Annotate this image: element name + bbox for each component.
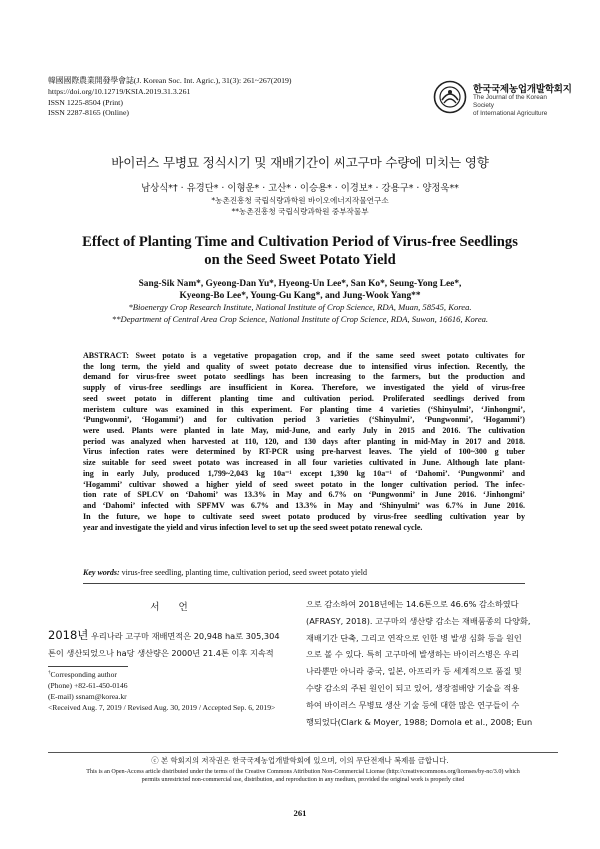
logo-korean-name: 한국국제농업개발학회지 (473, 84, 572, 95)
english-authors (0, 278, 600, 303)
page-number: 261 (293, 808, 307, 818)
abstract (83, 351, 525, 533)
journal-header (48, 76, 292, 119)
logo-english-line-2: of International Agriculture (473, 110, 548, 117)
corresponding-phone: (Phone) +82-61-450-0146 (48, 681, 128, 690)
abstract-line: In the future, we hope to cultivate seed sweet potato produced by virus-free seedling cultivation year by (83, 511, 525, 521)
english-authors-line-1: Sang-Sik Nam*, Gyeong-Dan Yu*, Hyeong-Un Lee*, San Ko*, Seung-Yong Lee*, (138, 279, 462, 289)
abstract-line: period was analyzed when harvested at 110, 120, and 130 days after planting in mid-May in 2017 and 2018. (83, 436, 525, 446)
abstract-divider (83, 583, 525, 584)
intro-right-line: 재배기간 단축, 그리고 연작으로 인한 병 발생 심화 등을 원인 (306, 632, 522, 643)
abstract-line: ‘Pungwonmi’, ‘Hogammi’) and for cultivation period 3 varieties (‘Shinyulmi’, ‘Pungwonmi’, ‘Hogammi’) (83, 415, 525, 425)
abstract-line: Virus infection rates were determined by RT-PCR using pre-harvest leaves. The yield of 100~300 g tuber (83, 447, 525, 457)
intro-left-column (48, 627, 300, 662)
english-title (0, 233, 600, 269)
keywords-label: Key words: (83, 568, 120, 577)
intro-right-line: 으로 감소하여 2018년에는 14.6톤으로 46.6% 감소하였다 (306, 599, 519, 609)
doi-link[interactable]: https://doi.org/10.12719/KSIA.2019.31.3.261 (48, 86, 191, 96)
intro-right-line: 수량 감소의 주된 원인이 되고 있어, 생장점배양 기술을 적용 (306, 682, 520, 693)
abstract-line: the long term, the yield and quality of sweet potato decrease due to intensified virus infection. Recently, the (83, 361, 525, 371)
footnote-divider (48, 666, 128, 667)
intro-left-line-1 (48, 627, 300, 645)
korean-affiliation-1: *농촌진흥청 국립식량과학원 바이오에너지작물연구소 (211, 196, 389, 205)
journal-citation: 韓國國際農業開發學會誌(J. Korean Soc. Int. Agric.), 31(3): 261~267(2019) (48, 76, 292, 85)
abstract-line: meristem culture was examined in this experiment. For planting time 4 varieties (‘Shinyulmi’, ‘Jinhongmi’, (83, 404, 525, 414)
abstract-line: and ‘Dahomi’ infected with SPFMV was 6.7% and 13.3% in May and ‘Shinyulmi’ was 6.7% in June 2016. (83, 501, 525, 511)
intro-right-line: 행되었다(Clark & Moyer, 1988; Domola et al., 2008; Eun (306, 716, 533, 727)
society-logo (433, 78, 572, 118)
intro-year: 2018년 (48, 628, 89, 642)
intro-left-line-2: 톤이 생산되었으나 ha당 생산량은 2000년 21.4톤 이후 지속적 (48, 647, 274, 658)
abstract-line: seed sweet potato in different planting time and cultivation period. Proliferated seedlings derived from (83, 393, 525, 403)
korean-affiliations (0, 196, 600, 217)
issn-online: ISSN 2287-8165 (Online) (48, 108, 129, 118)
english-title-line-1: Effect of Planting Time and Cultivation Period of Virus-free Seedlings (82, 234, 518, 250)
intro-right-line: 으로 볼 수 있다. 특히 고구마에 발생하는 바이러스병은 우리 (306, 649, 520, 660)
abstract-line: ABSTRACT: Sweet potato is a vegetative propagation crop, and if the same seed sweet potato cultivates for (83, 351, 525, 360)
copyright-notice: ⓒ 본 학회지의 저작권은 한국국제농업개발학회에 있으며, 이의 무단전재나 복제를 금합니다. (151, 756, 449, 765)
english-affiliations (0, 302, 600, 326)
logo-english-line-1: The Journal of the Korean Society (473, 94, 547, 109)
society-emblem-icon (433, 80, 467, 114)
abstract-line: demand for virus-free sweet potato seedlings has been increasing to the farmers, but the production and (83, 372, 525, 382)
korean-title: 바이러스 무병묘 정식시기 및 재배기간이 씨고구마 수량에 미치는 영향 (111, 155, 489, 170)
korean-affiliation-2: **농촌진흥청 국립식량과학원 중부작물부 (231, 206, 369, 216)
abstract-line: ‘Hogammi’ cultivar showed a higher yield of seed sweet potato in the longer cultivation period. The infec- (83, 479, 525, 489)
english-affiliation-1: *Bioenergy Crop Research Institute, National Institute of Crop Science, RDA, Muan, 58545, Korea. (128, 302, 472, 312)
korean-authors: 남상식*† · 유경단* · 이형운* · 고산* · 이승용* · 이경보* · 강용구* · 양정욱** (141, 183, 459, 194)
license-line-2: permits unrestricted non-commercial use, distribution, and reproduction in any medium, provided the original work is properly cited (141, 777, 465, 783)
manuscript-dates: <Received Aug. 7, 2019 / Revised Aug. 30, 2019 / Accepted Sep. 6, 2019> (48, 703, 276, 712)
abstract-line: ing in early July, produced 1,799~2,043 kg 10a⁻¹ except 1,390 kg 10a⁻¹ of ‘Dahomi’. ‘Pungwonmi’ and (83, 468, 525, 478)
english-affiliation-2: **Department of Central Area Crop Science, National Institute of Crop Science, RDA, Suwon, 16616, Korea. (111, 313, 489, 324)
abstract-line: supply of virus-free seedlings are insufficient in Korea. Therefore, we investigated the yield of virus-free (83, 383, 525, 393)
license-notice (48, 768, 558, 784)
license-line-1: This is an Open-Access article distributed under the terms of the Creative Commons Attribution Non-Commercial License (http://creativecommons.org/licenses/by-nc/3.0) which (86, 769, 520, 775)
intro-right-column (306, 596, 558, 730)
introduction-heading: 서 언 (150, 602, 196, 613)
abstract-line: size suitable for seed sweet potato was increased in all four varieties cultivated in June. Although late plant- (83, 458, 525, 468)
keywords-text: virus-free seedling, planting time, cultivation period, seed sweet potato yield (121, 568, 367, 577)
english-title-line-2: on the Seed Sweet Potato Yield (204, 252, 396, 268)
intro-left-line-1-text: 우리나라 고구마 재배면적은 20,948 ha로 305,304 (91, 631, 280, 641)
keywords (83, 568, 525, 577)
abstract-line: tion rate of SPLCV on ‘Dahomi’ was 13.3% in May and 6.7% on ‘Pungwonmi’ in June 2016. ‘Jinhongmi’ (83, 490, 525, 500)
corresponding-author-label: Corresponding author (50, 670, 117, 679)
abstract-line: year and investigate the yield and virus infection level to set up the seed sweet potato renewal cycle. (83, 522, 423, 532)
corresponding-author: †Corresponding author (48, 670, 117, 679)
issn-print: ISSN 1225-8504 (Print) (48, 97, 123, 107)
correspondence-footnote (48, 669, 275, 713)
corresponding-email[interactable]: (E-mail) ssnam@korea.kr (48, 692, 127, 701)
english-authors-line-2: Kyeong-Bo Lee*, Young-Gu Kang*, and Jung-Wook Yang** (179, 291, 421, 302)
intro-right-line: (AFRASY, 2018). 고구마의 생산량 감소는 재배품종의 다양화, (306, 615, 531, 626)
intro-right-line: 나라뿐만 아니라 중국, 일본, 아프리카 등 세계적으로 품질 및 (306, 666, 522, 677)
intro-right-line: 하여 바이러스 무병묘 생산 기술 등에 대한 많은 연구들이 수 (306, 699, 520, 710)
abstract-line: were used. Plants were planted in late May, mid-June, and early July in 2015 and 2016. The cultivation (83, 426, 525, 436)
logo-english-name (473, 94, 558, 118)
bottom-divider (48, 752, 558, 753)
